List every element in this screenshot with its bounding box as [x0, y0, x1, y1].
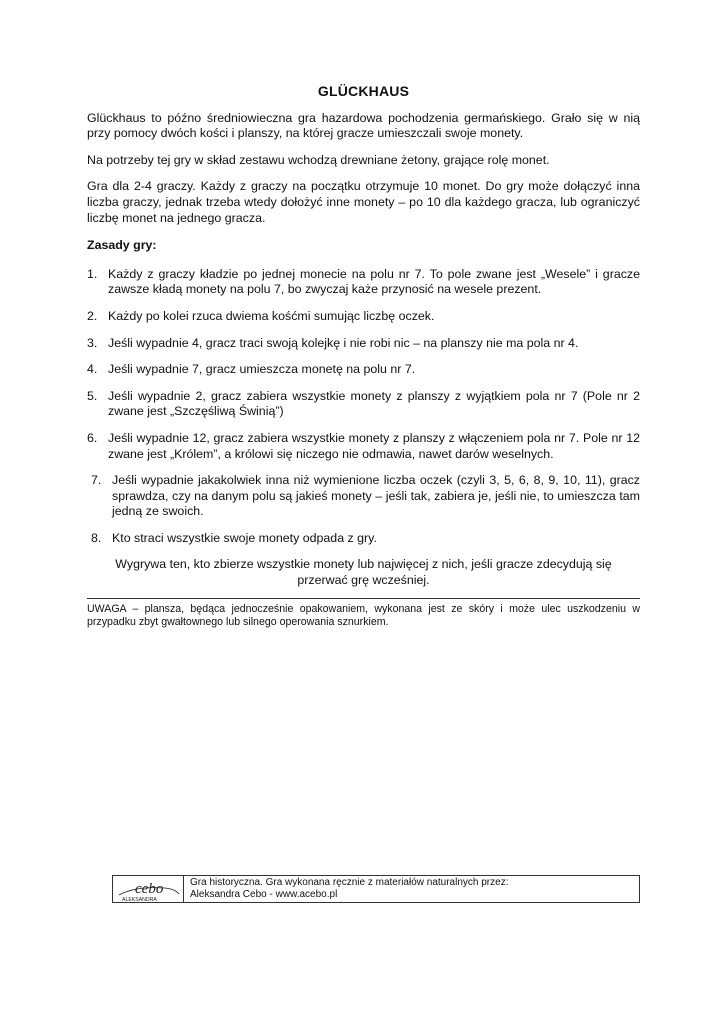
rule-item	[87, 267, 640, 298]
rule-number: 8.	[91, 530, 102, 545]
rule-text: Kto straci wszystkie swoje monety odpada z gry.	[112, 530, 377, 545]
logo-subtext: ALEKSANDRA	[122, 897, 157, 902]
rule-text: Jeśli wypadnie jakakolwiek inna niż wymienione liczba oczek (czyli 3, 5, 6, 8, 9, 10, 11), gracz sprawdza, czy na danym polu są jakieś monety – jeśli tak, zabiera je, jeśli nie, to umieszcza tam jedną ze swoich.	[112, 473, 640, 519]
rule-text: Każdy po kolei rzuca dwiema kośćmi sumując liczbę oczek.	[108, 308, 435, 323]
rule-item	[87, 309, 640, 325]
rule-item	[87, 362, 640, 378]
rule-item	[87, 431, 640, 462]
rule-text: Jeśli wypadnie 2, gracz zabiera wszystkie monety z planszy z wyjątkiem pola nr 7 (Pole nr 2 zwane jest „Szczęśliwą Świnią”)	[108, 388, 640, 419]
intro-paragraph: Glückhaus to późno średniowieczna gra hazardowa pochodzenia germańskiego. Grało się w nią przy pomocy dwóch kości i planszy, na której gracze umieszczali swoje monety.	[87, 110, 640, 141]
logo-text: cebo	[135, 881, 164, 897]
rules-heading: Zasady gry:	[87, 238, 157, 253]
rule-number: 5.	[87, 388, 98, 403]
footer-credits	[184, 876, 508, 902]
rule-number: 3.	[87, 335, 98, 350]
rule-number: 1.	[87, 266, 98, 281]
rule-number: 6.	[87, 430, 98, 445]
warning-note: UWAGA – plansza, będąca jednocześnie opakowaniem, wykonana jest ze skóry i może ulec uszkodzeniu w przypadku zbyt gwałtownego lub silnego operowania sznurkiem.	[87, 598, 640, 630]
acebo-logo	[113, 876, 184, 902]
rule-text: Jeśli wypadnie 12, gracz zabiera wszystkie monety z planszy z włączeniem pola nr 7. Pole nr 12 zwane jest „Królem”, a królowi się niczego nie odmawia, nawet darów weselnych.	[108, 430, 640, 461]
rule-text: Jeśli wypadnie 7, gracz umieszcza monetę na polu nr 7.	[108, 362, 416, 377]
components-paragraph: Na potrzeby tej gry w skład zestawu wchodzą drewniane żetony, grające rolę monet.	[87, 152, 550, 167]
acebo-logo-graphic	[113, 876, 183, 902]
rule-item	[87, 473, 640, 520]
document-title: GLÜCKHAUS	[317, 83, 410, 99]
rules-list	[87, 267, 640, 547]
rule-number: 2.	[87, 308, 98, 323]
rule-text: Każdy z graczy kładzie po jednej monecie na polu nr 7. To pole zwane jest „Wesele” i gracze zawsze kładą monety na polu 7, bo zwyczaj każe przynosić na wesele prezent.	[108, 266, 640, 297]
winning-condition: Wygrywa ten, kto zbierze wszystkie monety lub najwięcej z nich, jeśli gracze zdecydują się przerwać grę wcześniej.	[115, 557, 612, 588]
rule-number: 4.	[87, 362, 98, 377]
rule-item	[87, 389, 640, 420]
footer-line-2: Aleksandra Cebo - www.acebo.pl	[190, 889, 338, 900]
players-paragraph: Gra dla 2-4 graczy. Każdy z graczy na początku otrzymuje 10 monet. Do gry może dołączyć inna liczba graczy, jednak trzeba wtedy dołożyć inne monety – po 10 dla każdego gracza, lub ograniczyć liczbę monet na jednego gracza.	[87, 179, 640, 225]
footer-line-1: Gra historyczna. Gra wykonana ręcznie z materiałów naturalnych przez:	[190, 877, 509, 888]
footer-box	[112, 875, 640, 903]
document-page	[87, 84, 640, 630]
rule-number: 7.	[91, 473, 102, 488]
rule-text: Jeśli wypadnie 4, gracz traci swoją kolejkę i nie robi nic – na planszy nie ma pola nr 4.	[108, 335, 579, 350]
rule-item	[87, 531, 640, 547]
rule-item	[87, 336, 640, 352]
